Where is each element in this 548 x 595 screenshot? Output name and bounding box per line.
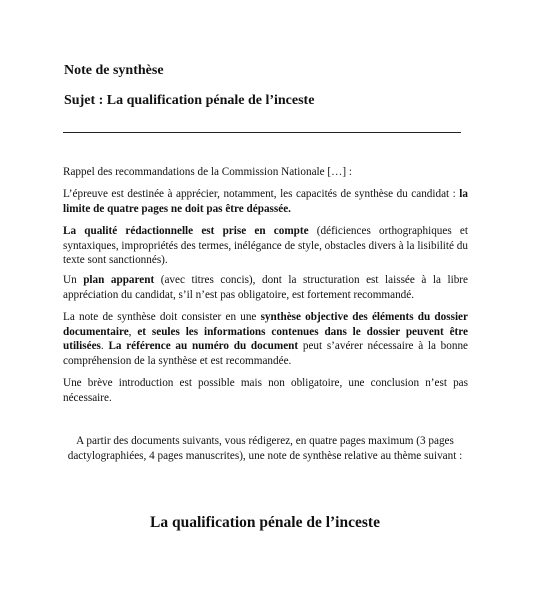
recommendations-intro (63, 165, 468, 180)
paragraph-text (63, 224, 468, 268)
paragraph-writing-quality (63, 224, 468, 268)
paragraph-text (63, 273, 468, 302)
text-run: Un (63, 274, 84, 286)
text-run: (avec titres concis), dont la structuration est laissée à la libre appréciation du candidat, s’il n’est pas obligatoire, est fortement recommandé. (63, 274, 468, 301)
bold-text-run: plan apparent (83, 274, 155, 286)
bold-text-run: La qualité rédactionnelle est prise en compte (63, 225, 309, 237)
text-run: L’épreuve est destinée à apprécier, notamment, les capacités de synthèse du candidat : (63, 188, 460, 200)
paragraph-text (63, 187, 468, 216)
bold-text-run: la limite de quatre pages ne doit pas être dépassée. (63, 188, 468, 215)
paragraph-text (63, 310, 468, 368)
horizontal-rule (63, 132, 461, 133)
document-subject: Sujet : La qualification pénale de l’inceste (64, 93, 315, 108)
text-run: . (100, 340, 109, 353)
paragraph-page-limit (63, 187, 468, 216)
paragraph-visible-plan (63, 273, 468, 302)
bold-text-run: La référence au numéro du document (108, 340, 299, 353)
text-run: , (128, 325, 138, 338)
bold-text-run: et seules les informations contenues dans le dossier peuvent être utilisées (63, 325, 469, 353)
document-title: Note de synthèse (64, 63, 164, 78)
assignment-instructions: A partir des documents suivants, vous rédigerez, en quatre pages maximum (3 pages dactylographiées, 4 pages manuscrites), une note de synthèse relative au thème suivant : (67, 435, 463, 462)
text-run: peut s’avérer nécessaire à la bonne compréhension de la synthèse et est recommandée. (63, 340, 469, 367)
bold-text-run: synthèse objective des éléments du dossier documentaire (63, 311, 468, 338)
intro-text: Rappel des recommandations de la Commission Nationale […] : (63, 166, 352, 178)
paragraph-text: Une brève introduction est possible mais non obligatoire, une conclusion n’est pas nécessaire. (63, 377, 468, 404)
text-run: La note de synthèse doit consister en une (63, 311, 261, 323)
paragraph-objective-synthesis (63, 310, 468, 368)
text-run: (déficiences orthographiques et syntaxiques, impropriétés des termes, inélégance de style, obstacles divers à la lisibilité du texte sont sanctionnés). (63, 225, 468, 267)
paragraph-introduction-conclusion (63, 376, 468, 405)
theme-title: La qualification pénale de l’inceste (150, 514, 380, 531)
